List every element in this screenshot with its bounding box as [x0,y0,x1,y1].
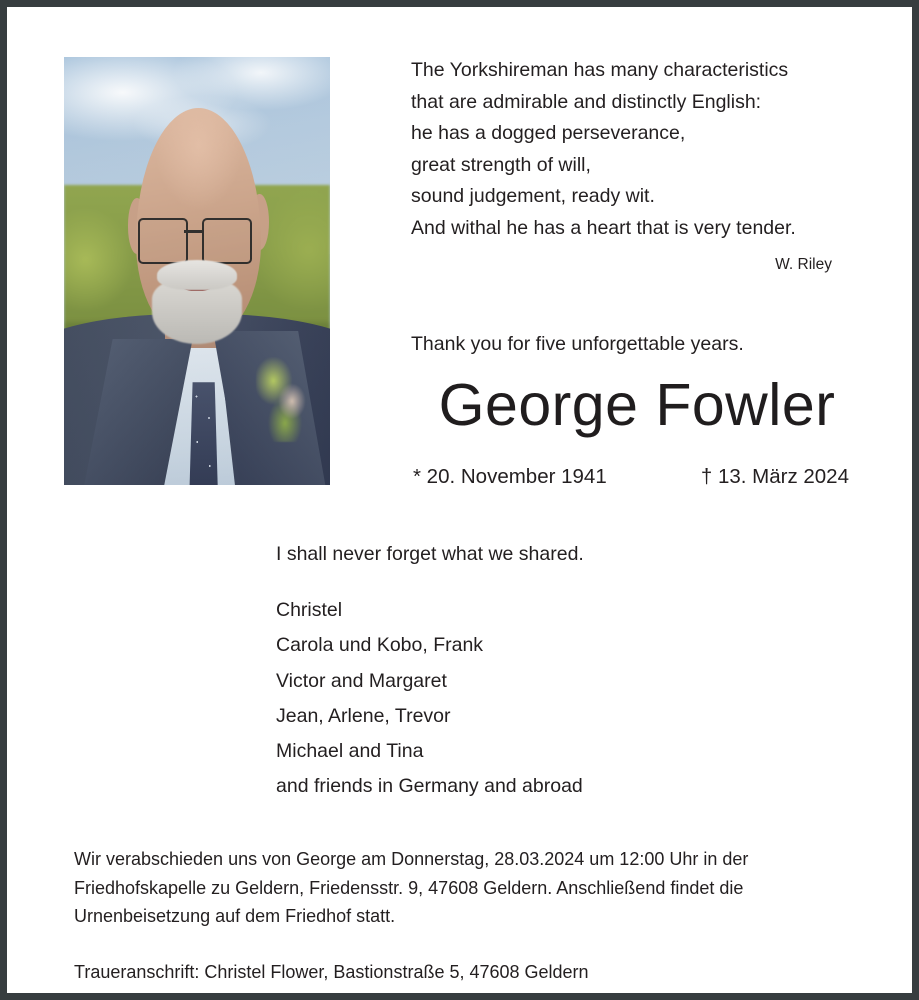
quote-line: sound judgement, ready wit. [411,185,655,207]
quote-line: he has a dogged perseverance, [411,122,686,144]
service-details: Wir verabschieden uns von George am Donnerstag, 28.03.2024 um 12:00 Uhr in der Friedhofskapelle zu Geldern, Friedensstr. 9, 47608 Geldern. Anschließend findet die Urnenbeisetzung auf dem Friedhof statt. [74,849,749,926]
quotation-block [411,55,859,275]
mourner-name: Michael and Tina [276,740,424,763]
quote-author: W. Riley [775,256,832,273]
deceased-name: George Fowler [438,372,836,438]
quote-line: And withal he has a heart that is very tender. [411,216,796,239]
mourner-name: Carola und Kobo, Frank [276,634,484,657]
mourners-block [276,540,836,805]
quote-line: that are admirable and distinctly English: [411,90,762,113]
death-date: † 13. März 2024 [700,465,849,488]
mourner-name: Christel [276,599,343,621]
mourner-name: and friends in Germany and abroad [276,775,583,798]
quote-line: The Yorkshireman has many characteristics [411,59,789,81]
quote-line: great strength of will, [411,153,591,176]
photo-tone-overlay [64,57,330,485]
thanks-line: Thank you for five unforgettable years. [411,333,744,355]
condolence-address: Traueranschrift: Christel Flower, Bastionstraße 5, 47608 Geldern [74,961,589,982]
mourner-name: Victor and Margaret [276,669,447,692]
life-dates [411,463,863,491]
service-details-block [74,845,864,986]
birth-date: * 20. November 1941 [413,465,607,488]
portrait-photo [64,57,330,485]
notice-sheet [7,7,912,993]
farewell-line: I shall never forget what we shared. [276,543,584,565]
mourner-name: Jean, Arlene, Trevor [276,704,451,727]
